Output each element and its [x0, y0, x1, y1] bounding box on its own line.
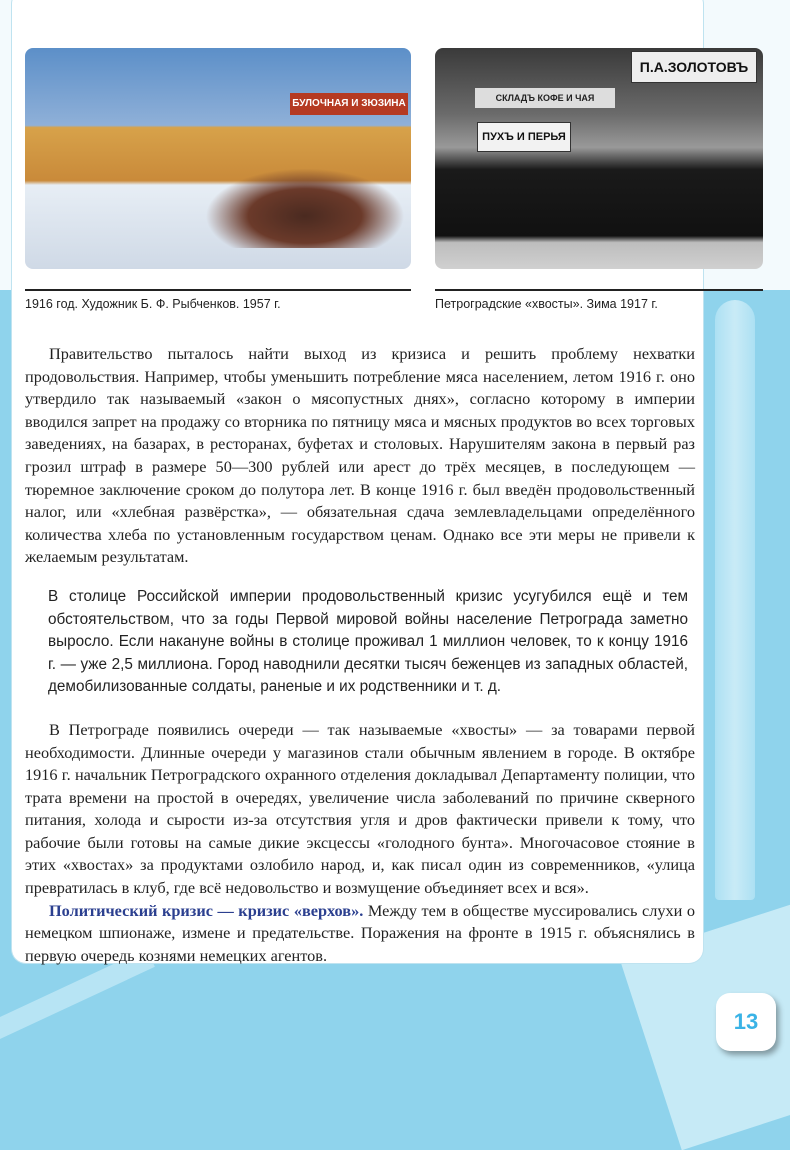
image-caption: Петроградские «хвосты». Зима 1917 г. — [435, 297, 658, 311]
paragraph: В Петрограде появились очереди — так называемые «хвосты» — за товарами первой необходимости. Длинные очереди у магазинов стали обычным явлением в городе. В октябре 1916 г. начальник Петроградского охранного отделения докладывал Департаменту полиции, что трата времени на простой в очередях, увеличение числа заболеваний по причине скверного питания, холода и сырости из-за отсутствия угля и дров фактически привели к тому, что рабочие были готовы на самые дикие эксцессы «голодного бунта». Многочасовое стояние в этих «хвостах» за продуктами озлобило народ, и, как писал один из современников, «улица превратилась в клуб, где всё недовольство и возмущение объединяет всех и вся». — [25, 719, 695, 898]
caption-divider — [435, 289, 763, 291]
photo-image — [435, 48, 763, 269]
crowd — [205, 168, 405, 248]
shop-sign: П.А.ЗОЛОТОВЪ — [631, 51, 757, 83]
paragraph — [25, 900, 695, 968]
paragraph: Правительство пыталось найти выход из кризиса и решить проблему нехватки продовольствия. Например, чтобы уменьшить потребление мяса населением, летом 1916 г. оно утвердило так называемый «закон о мясопустных днях», согласно которому в империи вводился запрет на продажу со вторника по пятницу мяса и мясных продуктов во всех торговых заведениях, на базарах, в ресторанах, буфетах и столовых. Нарушителям закона в первый раз грозил штраф в размере 50—300 рублей или арест до трёх месяцев, в последующем — тюремное заключение сроком до полутора лет. В конце 1916 г. был введён продовольственный налог, или «хлебная развёрстка», — обязательная сдача землевладельцами определённого количества хлеба по установленным государством ценам. Однако все эти меры не привели к желаемым результатам. — [25, 344, 695, 567]
page-number: 13 — [716, 993, 776, 1051]
paragraph-text: Между тем в обществе муссировались слухи о немецком шпионаже, измене и предательстве. Поражения на фронте в 1915 г. объяснялись в первую очередь кознями немецких агентов. — [25, 900, 695, 965]
shop-sign: ПУХЪ И ПЕРЬЯ — [477, 122, 571, 152]
painting-image — [25, 48, 411, 269]
inset-paragraph: В столице Российской империи продовольственный кризис усугубился ещё и тем обстоятельством, что за годы Первой мировой войны население Петрограда заметно выросло. Если накануне войны в столице проживал 1 миллион человек, то к концу 1916 г. — уже 2,5 миллиона. Город наводнили десятки тысяч беженцев из западных областей, демобилизованные солдаты, раненые и их родственники и т. д. — [48, 587, 688, 696]
main-text — [25, 343, 695, 967]
shop-sign: СКЛАДЪ КОФЕ И ЧАЯ — [475, 88, 615, 108]
section-heading: Политический кризис — кризис «верхов». — [49, 900, 364, 920]
image-caption: 1916 год. Художник Б. Ф. Рыбченков. 1957 г. — [25, 297, 281, 311]
rocket-illustration — [715, 300, 755, 900]
caption-divider — [25, 289, 411, 291]
bakery-sign: БУЛОЧНАЯ И ЗЮЗИНА — [290, 93, 408, 115]
